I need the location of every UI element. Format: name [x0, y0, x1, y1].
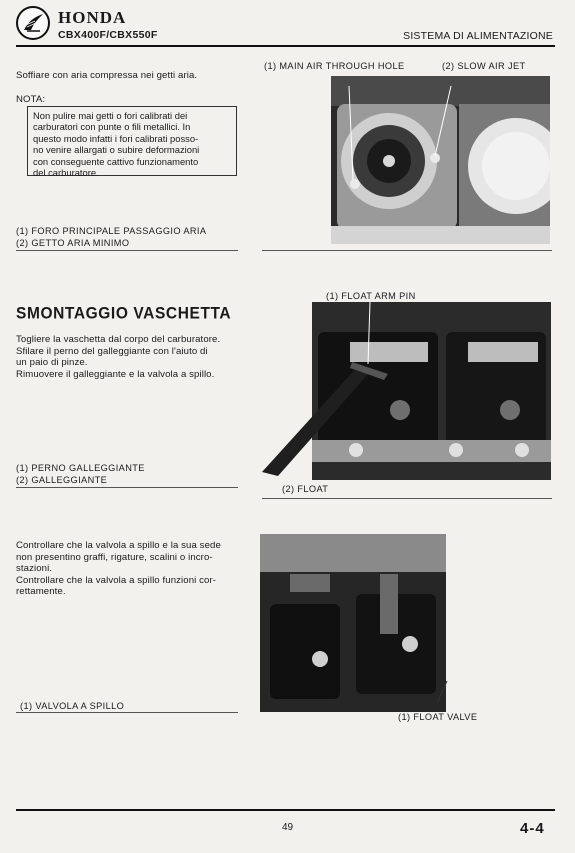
body-line: non presentino graffi, rigature, scalini o incro- [16, 551, 213, 563]
footer-rule [16, 809, 555, 811]
body-line: Sfilare il perno del galleggiante con l'aiuto di [16, 345, 208, 357]
legend-item: (1) FORO PRINCIPALE PASSAGGIO ARIA [16, 226, 207, 236]
photo-carburetor-air-jets [331, 76, 550, 244]
section-title: SISTEMA DI ALIMENTAZIONE [403, 30, 553, 42]
legend-rule [16, 250, 238, 251]
body-line: Togliere la vaschetta dal corpo del carburatore. [16, 334, 221, 345]
photo-float-valve [260, 534, 446, 712]
header-rule [16, 45, 555, 47]
photo-callout: (1) FLOAT ARM PIN [326, 291, 416, 301]
photo-rule [262, 250, 552, 251]
legend-item: (2) GALLEGGIANTE [16, 475, 108, 485]
chapter-number: 4-4 [520, 820, 545, 837]
legend-rule [16, 712, 238, 713]
photo-rule [262, 498, 552, 499]
photo-callout: (2) SLOW AIR JET [442, 61, 526, 71]
legend-item: (1) VALVOLA A SPILLO [20, 701, 125, 711]
page-number: 49 [282, 822, 294, 833]
photo-callout: (1) MAIN AIR THROUGH HOLE [264, 61, 405, 71]
legend-item: (1) PERNO GALLEGGIANTE [16, 463, 145, 473]
body-line: stazioni. [16, 563, 53, 574]
note-line: carburatori con punte o fili metallici. In [33, 121, 191, 133]
note-line: del carburatore. [33, 167, 99, 179]
section-heading: SMONTAGGIO VASCHETTA [16, 304, 232, 323]
body-line: Controllare che la valvola a spillo funzioni cor- [16, 574, 217, 586]
model-name: CBX400F/CBX550F [58, 29, 158, 41]
photo-callout: (1) FLOAT VALVE [398, 712, 478, 722]
arrow-pointer [433, 677, 453, 712]
note-line: questo modo infatti i fori calibrati posso- [33, 132, 199, 144]
photo-float-chamber [260, 302, 551, 480]
brand-name: HONDA [58, 8, 127, 27]
intro-text: Soffiare con aria compressa nei getti aria. [16, 70, 198, 81]
body-line: rettamente. [16, 586, 66, 597]
legend-rule [16, 487, 238, 488]
wing-icon [18, 8, 48, 38]
body-line: un paio di pinze. [16, 357, 88, 368]
body-line: Rimuovere il galleggiante e la valvola a spillo. [16, 368, 215, 380]
note-box [27, 106, 237, 179]
note-label: NOTA: [16, 94, 46, 105]
body-line: Controllare che la valvola a spillo e la sua sede [16, 540, 221, 551]
honda-wing-logo [16, 6, 50, 40]
note-line: con conseguente cattivo funzionamento [33, 155, 199, 167]
photo-callout: (2) FLOAT [282, 484, 329, 494]
note-line: Non pulire mai getti o fori calibrati dei [33, 110, 188, 121]
legend-item: (2) GETTO ARIA MINIMO [16, 238, 130, 248]
note-line: no venire allargati o subire deformazioni [33, 144, 200, 156]
